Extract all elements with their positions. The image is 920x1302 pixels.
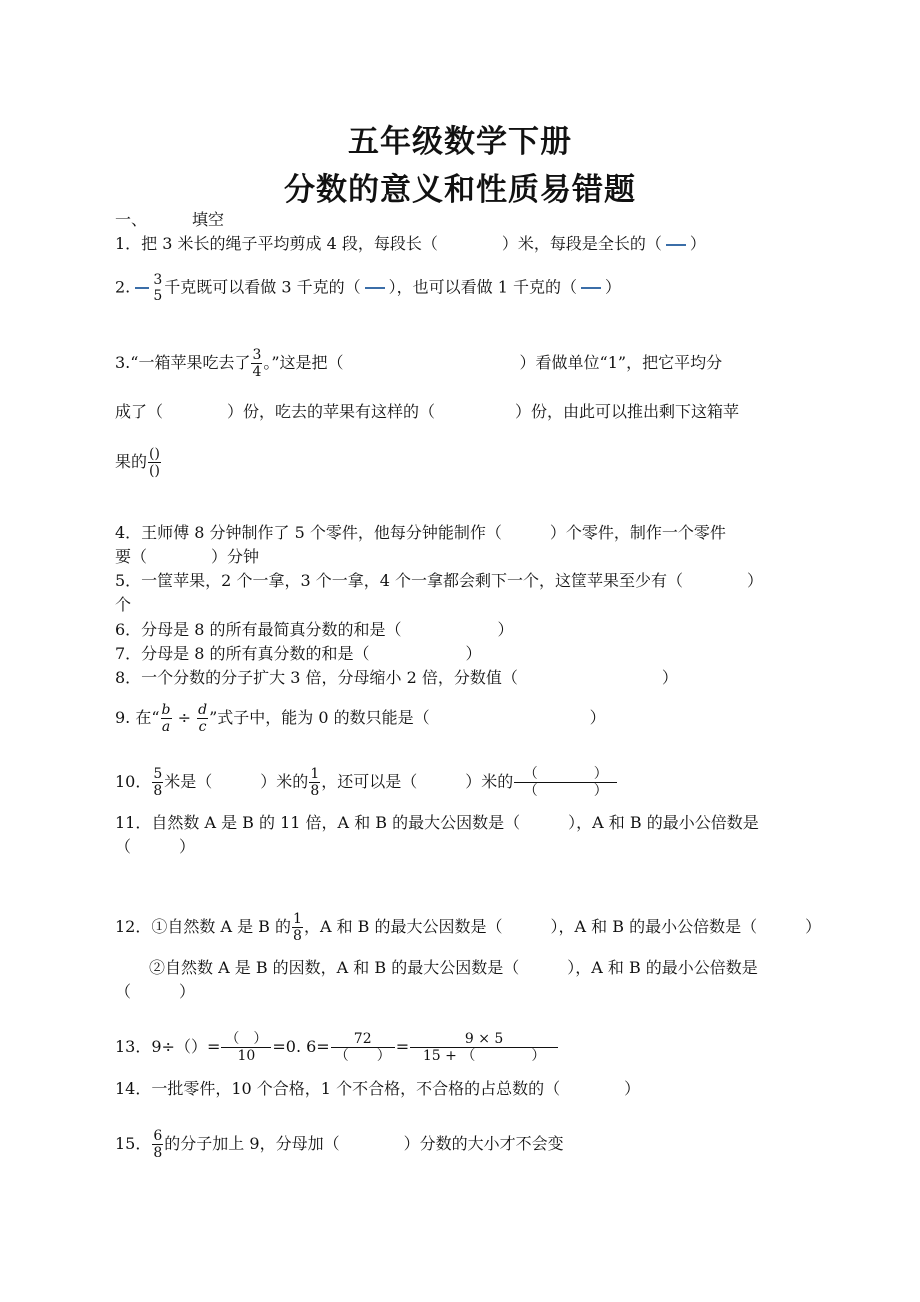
question-6: 6．分母是 8 的所有最简真分数的和是（ ） [115, 620, 514, 639]
question-8: 8．一个分数的分子扩大 3 倍，分母缩小 2 倍，分数值（ ） [115, 668, 678, 687]
q9-start: 9. 在“ [115, 708, 160, 727]
q12-start: 12．①自然数 A 是 B 的 [115, 917, 292, 936]
q13-eq3: = [395, 1037, 410, 1056]
q2-mid: ），也可以看做 1 千克的（ [388, 277, 577, 297]
section-heading [115, 210, 224, 230]
question-4-line-2: 要（ ）分钟 [115, 547, 260, 566]
question-3-line-2: 成了（ ）份，吃去的苹果有这样的（ ）份，由此可以推出剩下这箱苹 [115, 402, 740, 421]
q15-num: 15． [115, 1134, 152, 1153]
q3-line3: 果的 [115, 452, 148, 471]
question-5-line-2: 个 [115, 595, 132, 614]
q1-end: ） [689, 234, 706, 253]
q2-text: 千克既可以看做 3 千克的（ [164, 277, 361, 297]
q10-fraction-1: $\frac{5}{8}$ [153, 766, 163, 799]
q10-fraction-2: $\frac{1}{8}$ [310, 766, 320, 799]
q1-text: 1．把 3 米长的绳子平均剪成 4 段，每段长（ ）米，每段是全长的（ [115, 234, 662, 253]
q3-fraction: $\frac{3}{4}$ [252, 347, 262, 380]
question-12-part-1 [115, 911, 821, 944]
page-subtitle: 分数的意义和性质易错题 [284, 172, 636, 208]
q10-t2: ，还可以是（ ）米的 [321, 772, 514, 791]
page-title: 五年级数学下册 [348, 124, 572, 160]
question-12-part-2-line-2: （ ） [115, 982, 196, 1001]
q10-blank-fraction: （ ） （ ） [514, 766, 617, 799]
question-14: 14．一批零件，10 个合格，1 个不合格，不合格的占总数的（ ） [115, 1079, 641, 1098]
question-5-line-1: 5．一筐苹果，2 个一拿，3 个一拿，4 个一拿都会剩下一个，这筐苹果至少有（ ） [115, 571, 763, 590]
q2-num: 2. [115, 277, 131, 297]
question-3-line-1 [115, 347, 722, 380]
q12-rest: ，A 和 B 的最大公因数是（ ），A 和 B 的最小公倍数是（ ） [303, 917, 822, 936]
q3-start: 3.“一箱苹果吃去了 [115, 353, 251, 372]
q2-end: ） [605, 277, 622, 297]
question-3-line-3 [115, 446, 162, 479]
q10-num: 10． [115, 772, 152, 791]
q9-fraction-d-c: $\frac{d}{c}$ [198, 702, 208, 735]
section-name: 填空 [192, 210, 225, 229]
q13-fraction-3: $\frac{9 \times 5}{15 + ( )}$ [410, 1031, 558, 1064]
question-11-line-2: （ ） [115, 837, 196, 856]
question-2 [115, 272, 621, 304]
fraction-blank-icon [666, 244, 686, 246]
q10-t1: 米是（ ）米的 [164, 772, 309, 791]
question-15 [115, 1128, 564, 1161]
q2-fraction: 3 5 [153, 272, 163, 304]
question-13 [115, 1031, 559, 1064]
q13-fraction-2: 72 （ ） [331, 1031, 395, 1064]
question-4-line-1: 4．王师傅 8 分钟制作了 5 个零件，他每分钟能制作（ ）个零件，制作一个零件 [115, 523, 726, 542]
q13-fraction-1: （ ） 10 [221, 1031, 271, 1064]
question-1 [115, 234, 706, 254]
q13-eq2: =0. 6= [272, 1037, 330, 1056]
q3-after: 。”这是把（ ）看做单位“1”，把它平均分 [263, 353, 723, 372]
question-9 [115, 702, 606, 735]
dash-icon [135, 287, 149, 289]
q9-after: ”式子中，能为 0 的数只能是（ ） [209, 708, 606, 727]
question-12-part-2-line-1: ②自然数 A 是 B 的因数，A 和 B 的最大公因数是（ ），A 和 B 的最小公倍数是 [149, 958, 758, 977]
question-11-line-1: 11．自然数 A 是 B 的 11 倍，A 和 B 的最大公因数是（ ），A 和 B 的最小公倍数是 [115, 813, 759, 832]
q15-text: 的分子加上 9，分母加（ ）分数的大小才不会变 [164, 1134, 564, 1153]
fraction-blank-icon [365, 287, 385, 289]
q12-fraction: $\frac{1}{8}$ [293, 911, 302, 944]
question-7: 7．分母是 8 的所有真分数的和是（ ） [115, 644, 482, 663]
question-10 [115, 766, 618, 799]
section-number: 一、 [115, 210, 148, 229]
fraction-blank-icon [581, 287, 601, 289]
q9-fraction-b-a: $\frac{b}{a}$ [161, 702, 171, 735]
q3-blank-fraction: () () [149, 446, 160, 479]
q13-start: 13．9÷（）= [115, 1037, 221, 1056]
q9-divide: ÷ [177, 708, 192, 727]
q15-fraction: $\frac{6}{8}$ [153, 1128, 163, 1161]
